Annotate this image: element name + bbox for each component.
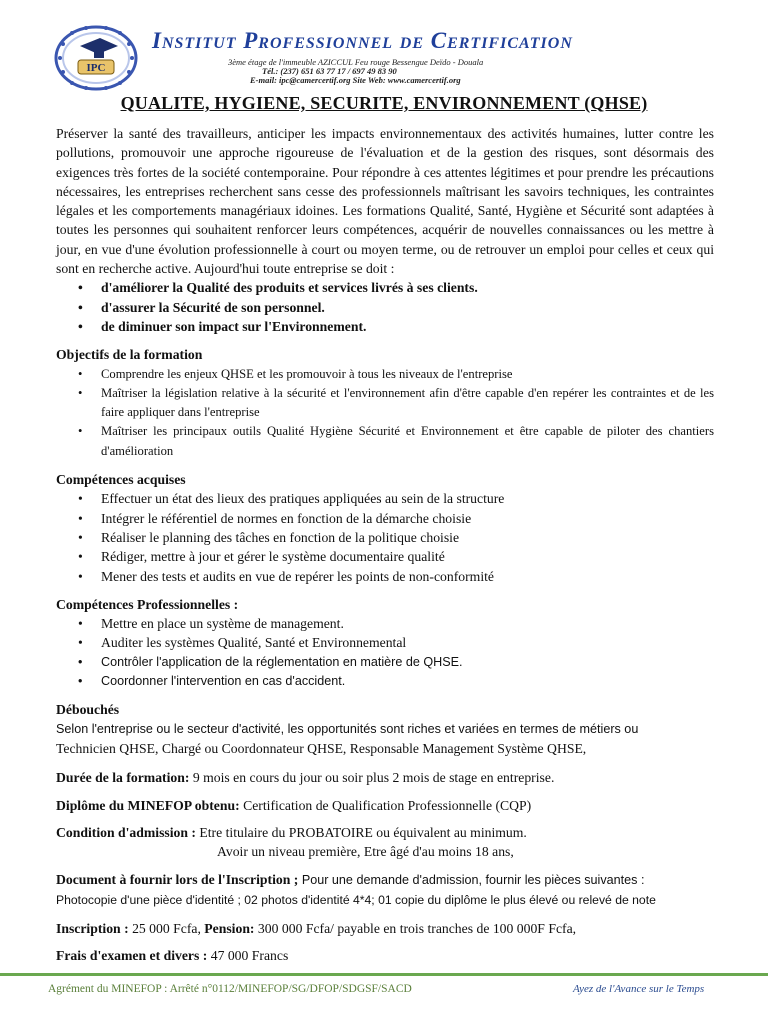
contact-line: E-mail: ipc@camercertif.org Site Web: www.camercertif.org (250, 75, 461, 85)
frais-value: 47 000 Francs (207, 948, 289, 964)
competences-acquises-list (56, 489, 714, 585)
document-body (56, 124, 714, 966)
list-item: • Effectuer un état des lieux des pratiques appliquées au sein de la structure (101, 489, 714, 508)
footer-slogan: Ayez de l'Avance sur le Temps (573, 983, 705, 995)
document-row (56, 870, 714, 890)
duree-label: Durée de la formation: (56, 770, 190, 786)
document-line2: Photocopie d'une pièce d'identité ; 02 photos d'identité 4*4; 01 copie du diplôme le plus élevé ou relevé de note (56, 892, 656, 907)
list-item: • Réaliser le planning des tâches en fonction de la politique choisie (101, 528, 714, 547)
duree-row (56, 768, 714, 787)
intro-paragraph: Préserver la santé des travailleurs, anticiper les impacts environnementaux des activités humaines, lutter contre les pollutions, promouvoir une approche rigoureuse de l'évaluation et de la gestion des risques, sont désormais des exigences très fortes de la société contemporaine. Pour répondre à ces attentes légitimes et pour prendre les précautions nécessaires, les entreprises recherchent sans cesse des professionnels maîtrisant les savoirs techniques, les contraintes légales et les comportements managériaux idoines. Les formations Qualité, Santé, Hygiène et Sécurité sont adaptées à toutes les personnes qui souhaitent renforcer leurs compétences, acquérir de nouvelles connaissances ou les mettre à jour, en vue d'une évolution professionnelle à court ou moyen terme, ou de retrouver un emploi pour celles et ceux qui sont en recherche active. Aujourd'hui toute entreprise se doit : (56, 126, 714, 277)
list-item: • Contrôler l'application de la réglementation en matière de QHSE. (101, 653, 714, 672)
pension-value: 300 000 Fcfa/ payable en trois tranches de 100 000F Fcfa, (254, 920, 577, 936)
list-item: • Mettre en place un système de management. (101, 614, 714, 633)
phone-line: Tél.: (237) 651 63 77 17 / 697 49 83 90 (262, 66, 397, 76)
list-item: • de diminuer son impact sur l'Environnement. (101, 317, 714, 336)
diplome-value: Certification de Qualification Professionnelle (CQP) (239, 797, 532, 813)
list-item: • Maîtriser les principaux outils Qualité Hygiène Sécurité et Environnement et être capable de piloter des chantiers d'amélioration (101, 422, 714, 461)
condition-row (56, 823, 714, 842)
diplome-row (56, 796, 714, 815)
logo-text: IPC (86, 62, 106, 74)
inscription-value: 25 000 Fcfa, (128, 920, 205, 936)
list-item: • Coordonner l'intervention en cas d'accident. (101, 672, 714, 691)
list-item: • d'améliorer la Qualité des produits et services livrés à ses clients. (101, 278, 714, 297)
debouches-jobs: Technicien QHSE, Chargé ou Coordonnateur QHSE, Responsable Management Système QHSE, (56, 740, 587, 756)
inscription-row (56, 919, 714, 938)
list-item: • Intégrer le référentiel de normes en fonction de la démarche choisie (101, 509, 714, 528)
objectifs-heading: Objectifs de la formation (56, 347, 203, 363)
duree-value: 9 mois en cours du jour ou soir plus 2 mois de stage en entreprise. (189, 770, 555, 786)
frais-label: Frais d'examen et divers : (56, 948, 208, 964)
footer-divider (0, 973, 768, 976)
debouches-line: Selon l'entreprise ou le secteur d'activité, les opportunités sont riches et variées en termes de métiers ou (56, 721, 639, 736)
diplome-label: Diplôme du MINEFOP obtenu: (56, 797, 240, 813)
page-title: QUALITE, HYGIENE, SECURITE, ENVIRONNEMENT (QHSE) (120, 93, 648, 113)
list-item: • Rédiger, mettre à jour et gérer le système documentaire qualité (101, 547, 714, 566)
condition-label: Condition d'admission : (56, 824, 196, 840)
document-label: Document à fournir lors de l'Inscription ; (56, 872, 299, 888)
footer-agrement: Agrément du MINEFOP : Arrêté n°0112/MINEFOP/SG/DFOP/SDGSF/SACD (48, 983, 412, 995)
institute-name: Institut Professionnel de Certification (152, 28, 573, 53)
competences-pro-heading: Compétences Professionnelles : (56, 596, 239, 612)
list-item: • Mener des tests et audits en vue de repérer les points de non-conformité (101, 567, 714, 586)
duties-list (56, 278, 714, 336)
competences-acquises-heading: Compétences acquises (56, 472, 186, 488)
list-item: • Maîtriser la législation relative à la sécurité et l'environnement afin d'être capable d'en repérer les contraintes et de les faire appliquer dans l'entreprise (101, 384, 714, 423)
debouches-heading: Débouchés (56, 702, 120, 718)
objectifs-list (56, 365, 714, 461)
condition-line2: Avoir un niveau première, Etre âgé d'au moins 18 ans, (217, 844, 514, 860)
condition-value: Etre titulaire du PROBATOIRE ou équivalent au minimum. (195, 824, 527, 840)
competences-pro-list (56, 614, 714, 691)
list-item: • Auditer les systèmes Qualité, Santé et Environnemental (101, 633, 714, 652)
institute-logo (50, 22, 142, 94)
inscription-label: Inscription : (56, 920, 129, 936)
pension-label: Pension: (204, 920, 255, 936)
address-line: 3ème étage de l'immeuble AZICCUL Feu rouge Bessengue Deïdo - Douala (228, 57, 484, 67)
list-item: • Comprendre les enjeux QHSE et les promouvoir à tous les niveaux de l'entreprise (101, 365, 714, 384)
frais-row (56, 946, 714, 965)
document-value: Pour une demande d'admission, fournir les pièces suivantes : (298, 873, 645, 888)
list-item: • d'assurer la Sécurité de son personnel. (101, 298, 714, 317)
